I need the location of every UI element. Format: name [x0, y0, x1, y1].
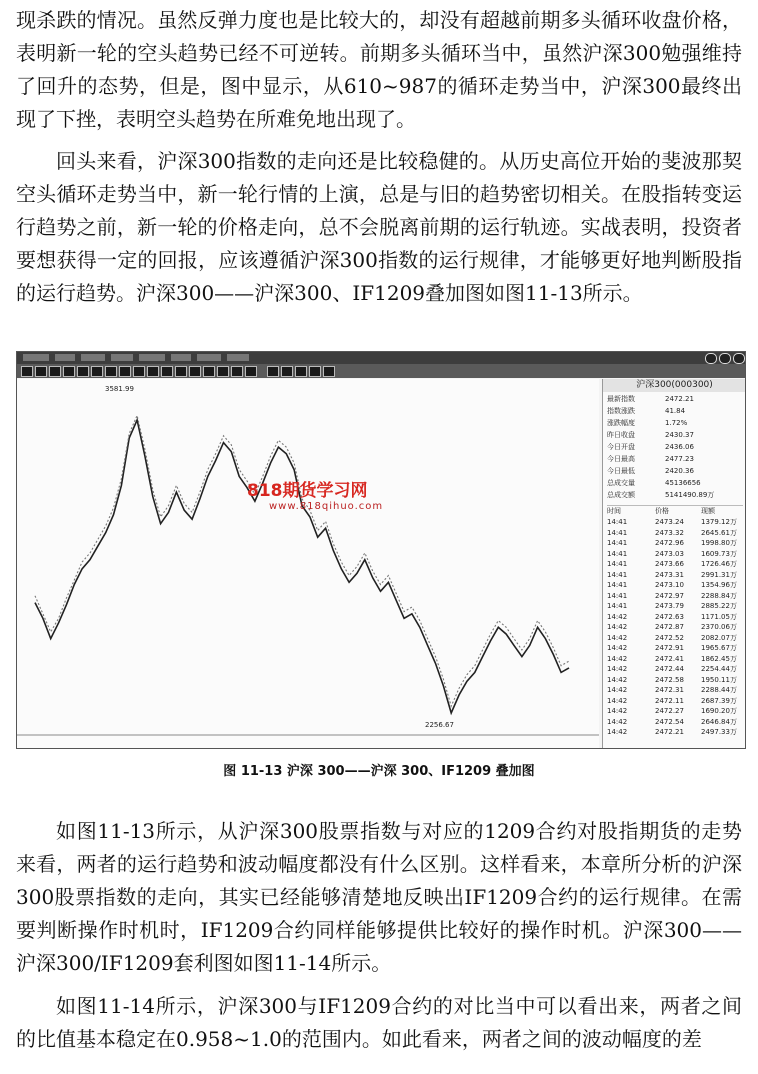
stat-label: 今日最低: [607, 467, 635, 475]
trade-time: 14:41: [607, 560, 628, 568]
trade-row[interactable]: [607, 539, 743, 548]
header-price: 价格: [655, 507, 669, 515]
paragraph-3: 如图11-13所示，从沪深300股票指数与对应的1209合约对股指期货的走势来看，两者的运行趋势和波动幅度都没有什么区别。这样看来，本章所分析的沪深300股票指数的走向，其实已经能够清楚地反映出IF1209合约的运行规律。在需要判断操作时机时，IF1209合约同样能够提供比较好的操作时机。沪深300——沪深300/IF1209套利图如图11-14所示。: [16, 819, 742, 975]
trade-time: 14:42: [607, 717, 628, 726]
trade-row[interactable]: [607, 592, 743, 601]
trade-price: 2472.96: [655, 539, 684, 547]
stat-label: 昨日收盘: [607, 431, 635, 439]
trade-row[interactable]: [607, 686, 743, 695]
stat-value: 2472.21: [665, 395, 694, 403]
figure-screenshot: [16, 351, 746, 749]
trade-amount: 1965.67万: [701, 644, 737, 652]
toolbar-button[interactable]: [175, 366, 187, 377]
stat-label: 指数涨跌: [607, 407, 635, 415]
quote-stat-row: [607, 419, 743, 428]
trade-time: 14:42: [607, 654, 628, 663]
toolbar-button[interactable]: [91, 366, 103, 377]
stat-value: 2436.06: [665, 443, 694, 451]
menu-item[interactable]: [197, 354, 221, 361]
trade-price: 2472.21: [655, 728, 684, 736]
low-annotation: 2256.67: [425, 721, 454, 729]
trade-price: 2472.52: [655, 633, 684, 642]
maximize-icon[interactable]: [719, 353, 731, 364]
trade-price: 2472.87: [655, 623, 684, 631]
header-amount: 现额: [701, 507, 715, 515]
trade-amount: 1862.45万: [701, 654, 737, 663]
stat-value: 5141490.89万: [665, 491, 715, 499]
trade-amount: 2645.61万: [701, 528, 737, 537]
stat-label: 今日开盘: [607, 443, 635, 451]
close-icon[interactable]: [733, 353, 745, 364]
trade-price: 2472.44: [655, 665, 684, 673]
stat-value: 2420.36: [665, 467, 694, 475]
trades-header: [607, 505, 743, 516]
trade-amount: 1609.73万: [701, 549, 737, 558]
trade-amount: 1726.46万: [701, 560, 737, 568]
trade-amount: 2991.31万: [701, 570, 737, 579]
toolbar-button[interactable]: [105, 366, 117, 377]
toolbar-button[interactable]: [49, 366, 61, 377]
trade-price: 2472.27: [655, 707, 684, 715]
toolbar-button[interactable]: [245, 366, 257, 377]
toolbar-button[interactable]: [119, 366, 131, 377]
stat-value: 41.84: [665, 407, 686, 415]
trade-row[interactable]: [607, 623, 743, 632]
trade-row[interactable]: [607, 697, 743, 706]
trade-amount: 1171.05万: [701, 612, 737, 621]
toolbar-button[interactable]: [133, 366, 145, 377]
trade-row[interactable]: [607, 634, 743, 643]
trade-price: 2472.54: [655, 717, 684, 726]
trade-row[interactable]: [607, 602, 743, 611]
trade-row[interactable]: [607, 560, 743, 569]
menu-item[interactable]: [171, 354, 191, 361]
stat-value: 1.72%: [665, 419, 688, 427]
trade-time: 14:41: [607, 528, 628, 537]
toolbar-button[interactable]: [147, 366, 159, 377]
quote-stat-row: [607, 407, 743, 416]
toolbar-button[interactable]: [21, 366, 33, 377]
toolbar-button[interactable]: [161, 366, 173, 377]
trade-row[interactable]: [607, 581, 743, 590]
trade-row[interactable]: [607, 529, 743, 538]
trade-time: 14:42: [607, 728, 628, 736]
toolbar-button[interactable]: [203, 366, 215, 377]
paragraph-2: 回头来看，沪深300指数的走向还是比较稳健的。从历史高位开始的斐波那契空头循环走势当中，新一轮行情的上演，总是与旧的趋势密切相关。在股指转变运行趋势之前，新一轮的价格走向，总不会脱离前期的运行轨迹。实战表明，投资者要想获得一定的回报，应该遵循沪深300指数的运行规律，才能够更好地判断股指的运行趋势。沪深300——沪深300、IF1209叠加图如图11-13所示。: [16, 149, 742, 305]
watermark: [247, 476, 383, 512]
quote-panel-title: 沪深300(000300): [603, 379, 746, 392]
trade-amount: 1379.12万: [701, 518, 737, 526]
trade-time: 14:41: [607, 591, 628, 600]
series-line-futures: [35, 416, 569, 707]
trade-row[interactable]: [607, 571, 743, 580]
app-menubar: [17, 352, 745, 364]
price-chart[interactable]: [17, 379, 599, 748]
header-time: 时间: [607, 507, 621, 515]
watermark-url: www.818qihuo.com: [269, 501, 384, 512]
minimize-icon[interactable]: [705, 353, 717, 364]
toolbar-button[interactable]: [77, 366, 89, 377]
trade-time: 14:42: [607, 707, 628, 715]
trade-price: 2472.31: [655, 686, 684, 694]
menu-item[interactable]: [81, 354, 105, 361]
quote-stat-row: [607, 479, 743, 488]
trade-row[interactable]: [607, 655, 743, 664]
trade-amount: 2254.44万: [701, 665, 737, 673]
quote-stat-row: [607, 443, 743, 452]
quote-stat-row: [607, 395, 743, 404]
paragraph-4: 如图11-14所示，沪深300与IF1209合约的对比当中可以看出来，两者之间的比值基本稳定在0.958~1.0的范围内。如此看来，两者之间的波动幅度的差: [16, 994, 742, 1051]
watermark-logo: 818期货学习网: [247, 481, 368, 501]
menu-item[interactable]: [227, 354, 249, 361]
trade-price: 2472.63: [655, 612, 684, 621]
trade-row[interactable]: [607, 707, 743, 716]
trade-price: 2473.32: [655, 528, 684, 537]
toolbar-button[interactable]: [281, 366, 293, 377]
trade-row[interactable]: [607, 644, 743, 653]
trade-amount: 1354.96万: [701, 581, 737, 589]
trade-amount: 2288.84万: [701, 591, 737, 600]
toolbar-button[interactable]: [323, 366, 335, 377]
trade-amount: 2885.22万: [701, 602, 737, 610]
trade-time: 14:42: [607, 696, 628, 705]
menu-item[interactable]: [111, 354, 133, 361]
toolbar-button[interactable]: [217, 366, 229, 377]
stat-label: 总成交量: [607, 479, 635, 487]
quote-stat-row: [607, 455, 743, 464]
trade-price: 2473.66: [655, 560, 684, 568]
trade-price: 2473.31: [655, 570, 684, 579]
trade-row[interactable]: [607, 728, 743, 737]
high-annotation: 3581.99: [105, 385, 134, 393]
trade-row[interactable]: [607, 613, 743, 622]
trade-amount: 2497.33万: [701, 728, 737, 736]
stat-label: 涨跌幅度: [607, 419, 635, 427]
trade-price: 2472.58: [655, 675, 684, 684]
trade-time: 14:41: [607, 549, 628, 558]
trade-amount: 2687.39万: [701, 696, 737, 705]
series-line-index: [35, 420, 569, 713]
toolbar-button[interactable]: [295, 366, 307, 377]
trade-price: 2472.11: [655, 696, 684, 705]
trade-row[interactable]: [607, 718, 743, 727]
quote-stat-row: [607, 431, 743, 440]
trade-time: 14:42: [607, 675, 628, 684]
trade-amount: 2288.44万: [701, 686, 737, 694]
trade-amount: 2370.06万: [701, 623, 737, 631]
trade-row[interactable]: [607, 665, 743, 674]
menu-item[interactable]: [23, 354, 49, 361]
trade-amount: 2646.84万: [701, 717, 737, 726]
paragraph-1: 现杀跌的情况。虽然反弹力度也是比较大的，却没有超越前期多头循环收盘价格，表明新一轮的空头趋势已经不可逆转。前期多头循环当中，虽然沪深300勉强维持了回升的态势，但是，图中显示，从610~987的循环走势当中，沪深300最终出现了下挫，表明空头趋势在所难免地出现了。: [16, 8, 742, 131]
trade-time: 14:42: [607, 623, 628, 631]
menu-item[interactable]: [139, 354, 165, 361]
trade-amount: 2082.07万: [701, 633, 737, 642]
toolbar-button[interactable]: [35, 366, 47, 377]
quote-stat-row: [607, 491, 743, 500]
trade-row[interactable]: [607, 518, 743, 527]
toolbar-button[interactable]: [63, 366, 75, 377]
trade-time: 14:42: [607, 612, 628, 621]
stat-label: 今日最高: [607, 455, 635, 463]
trade-price: 2472.41: [655, 654, 684, 663]
toolbar-button[interactable]: [309, 366, 321, 377]
toolbar-button[interactable]: [231, 366, 243, 377]
trade-price: 2473.10: [655, 581, 684, 589]
trade-time: 14:41: [607, 539, 628, 547]
quote-stat-row: [607, 467, 743, 476]
stat-value: 2430.37: [665, 431, 694, 439]
trade-time: 14:42: [607, 665, 628, 673]
stat-value: 45136656: [665, 479, 701, 487]
menu-item[interactable]: [55, 354, 75, 361]
trade-price: 2473.24: [655, 518, 684, 526]
trade-time: 14:41: [607, 602, 628, 610]
trade-amount: 1950.11万: [701, 675, 737, 684]
quote-panel: [602, 379, 746, 748]
trade-price: 2472.97: [655, 591, 684, 600]
stat-label: 总成交额: [607, 491, 635, 499]
stat-label: 最新指数: [607, 395, 635, 403]
trade-row[interactable]: [607, 676, 743, 685]
trade-time: 14:42: [607, 633, 628, 642]
trade-time: 14:42: [607, 686, 628, 694]
figure-caption: 图 11-13 沪深 300——沪深 300、IF1209 叠加图: [223, 764, 535, 779]
trade-amount: 1690.20万: [701, 707, 737, 715]
trade-time: 14:42: [607, 644, 628, 652]
trade-time: 14:41: [607, 570, 628, 579]
chart-svg: [17, 379, 599, 748]
trade-time: 14:41: [607, 581, 628, 589]
app-toolbar: [17, 364, 745, 378]
stat-value: 2477.23: [665, 455, 694, 463]
trade-price: 2473.79: [655, 602, 684, 610]
toolbar-button[interactable]: [189, 366, 201, 377]
toolbar-button[interactable]: [267, 366, 279, 377]
trade-price: 2472.91: [655, 644, 684, 652]
trade-row[interactable]: [607, 550, 743, 559]
trade-price: 2473.03: [655, 549, 684, 558]
trade-time: 14:41: [607, 518, 628, 526]
trade-amount: 1998.80万: [701, 539, 737, 547]
